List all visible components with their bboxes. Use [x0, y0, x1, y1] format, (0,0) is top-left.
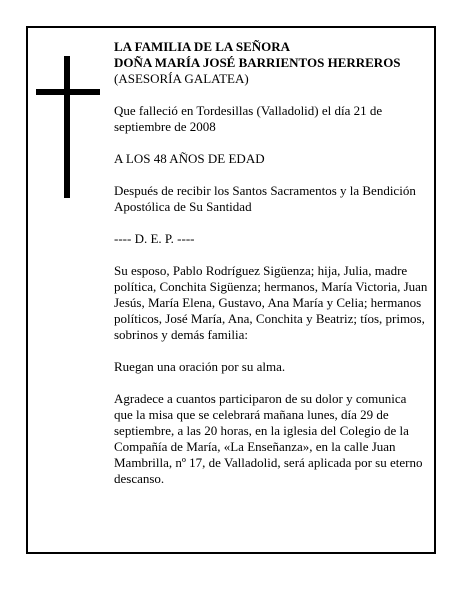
family-line: LA FAMILIA DE LA SEÑORA: [114, 39, 291, 54]
deceased-name: DOÑA MARÍA JOSÉ BARRIENTOS HERREROS: [114, 55, 401, 70]
obituary-text: [114, 39, 428, 503]
company-name: (ASESORÍA GALATEA): [114, 71, 249, 86]
prayer-request: Ruegan una oración por su alma.: [114, 359, 286, 374]
mass-announcement: Agradece a cuantos participaron de su dolor y comunica que la misa que se celebrará mañana lunes, día 29 de septiembre, a las 20 horas, en la iglesia del Colegio de la Compañía de María, «La Enseñanza», en la calle Juan Mambrilla, nº 17, de Valladolid, será aplicada por su eterno descanso.: [114, 391, 423, 486]
death-notice: Que falleció en Tordesillas (Valladolid) el día 21 de septiembre de 2008: [114, 103, 383, 134]
obituary-heading: [114, 39, 428, 87]
cross-vertical-bar: [64, 56, 70, 198]
age-notice: A LOS 48 AÑOS DE EDAD: [114, 151, 265, 166]
family-list: Su esposo, Pablo Rodríguez Sigüenza; hija, Julia, madre política, Conchita Sigüenza; hermanos, María Victoria, Juan Jesús, María Elena, Gustavo, Ana María y Celia; hermanos políticos, José María, Ana, Conchita y Beatriz; tíos, primos, sobrinos y demás familia:: [114, 263, 428, 342]
sacraments-notice: Después de recibir los Santos Sacramentos y la Bendición Apostólica de Su Santidad: [114, 183, 416, 214]
rip-notice: ---- D. E. P. ----: [114, 231, 195, 246]
cross-horizontal-bar: [36, 89, 100, 95]
